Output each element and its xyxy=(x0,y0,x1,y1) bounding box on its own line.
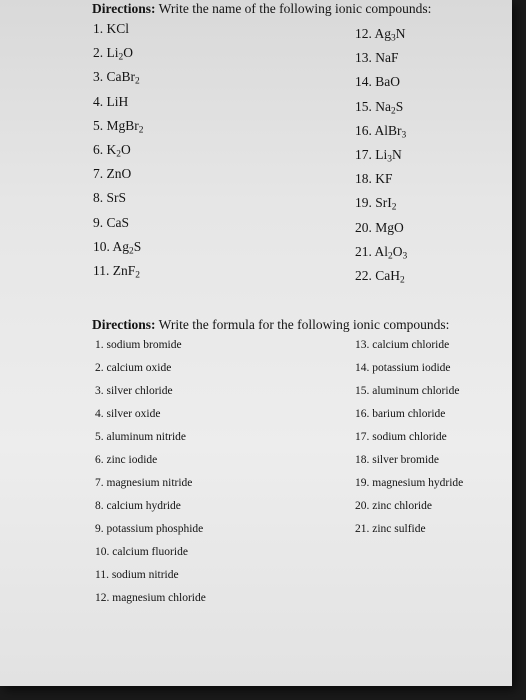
formula-item xyxy=(355,26,405,42)
compound-name: calcium oxide xyxy=(106,362,172,374)
compound-name-item xyxy=(95,385,173,397)
item-number: 11. xyxy=(95,569,112,581)
chemical-formula: MgO xyxy=(375,219,404,235)
item-number: 12. xyxy=(95,592,113,604)
formula-item xyxy=(93,263,140,279)
item-number: 9. xyxy=(93,214,107,230)
chemical-formula: SrI$_2$ xyxy=(375,195,397,213)
item-number: 17. xyxy=(355,431,373,443)
compound-name: potassium iodide xyxy=(372,362,451,374)
item-number: 3. xyxy=(95,385,107,397)
item-number: 19. xyxy=(355,477,373,489)
item-number: 2. xyxy=(93,45,107,61)
compound-name-item xyxy=(355,385,459,397)
item-number: 13. xyxy=(355,50,376,66)
compound-name-item xyxy=(355,454,439,466)
compound-name-item xyxy=(95,592,206,604)
chemical-formula: KCl xyxy=(106,21,130,36)
chemical-formula: ZnF$_2$ xyxy=(112,263,140,281)
compound-name: calcium fluoride xyxy=(112,546,188,558)
compound-name-item xyxy=(95,546,188,558)
compound-name: magnesium chloride xyxy=(112,592,206,604)
item-number: 20. xyxy=(355,500,373,512)
chemical-formula: CaH$_2$ xyxy=(375,268,405,286)
compound-name-item xyxy=(355,523,426,535)
item-number: 19. xyxy=(355,195,376,211)
formula-item xyxy=(355,99,403,115)
compound-name: zinc sulfide xyxy=(372,523,426,535)
formula-item xyxy=(93,239,141,255)
item-number: 13. xyxy=(355,339,373,351)
compound-name-item xyxy=(95,408,160,420)
item-number: 10. xyxy=(93,238,113,254)
compound-name-item xyxy=(95,339,182,351)
item-number: 16. xyxy=(355,408,373,420)
formula-item xyxy=(93,118,143,134)
item-number: 22. xyxy=(355,268,376,283)
chemical-formula: KF xyxy=(375,171,393,187)
chemical-formula: MgBr$_2$ xyxy=(106,117,144,136)
compound-name-item xyxy=(95,477,192,489)
item-number: 8. xyxy=(93,190,107,206)
item-number: 4. xyxy=(93,93,107,109)
compound-name: sodium nitride xyxy=(111,569,179,581)
formula-item xyxy=(93,166,131,182)
chemical-formula: ZnO xyxy=(106,166,132,182)
item-number: 7. xyxy=(93,166,107,182)
compound-name-item xyxy=(355,362,451,374)
item-number: 16. xyxy=(355,122,375,138)
compound-name-item xyxy=(95,454,157,466)
chemical-formula: NaF xyxy=(375,50,399,66)
item-number: 1. xyxy=(95,339,107,351)
directions-label: Directions: xyxy=(92,1,156,16)
compound-name: magnesium hydride xyxy=(372,477,464,489)
compound-name: calcium hydride xyxy=(106,500,181,512)
chemical-formula: CaS xyxy=(106,214,130,230)
compound-name-item xyxy=(355,431,447,443)
formula-item xyxy=(355,74,400,90)
compound-name-item xyxy=(95,362,171,374)
formula-item xyxy=(93,142,131,158)
item-number: 18. xyxy=(355,171,376,187)
formula-item xyxy=(93,215,129,231)
item-number: 15. xyxy=(355,385,373,397)
compound-name-item xyxy=(355,500,432,512)
formula-item xyxy=(93,45,133,61)
formula-item xyxy=(93,21,129,37)
item-number: 4. xyxy=(95,408,107,420)
compound-name-item xyxy=(95,569,179,581)
compound-name: magnesium nitride xyxy=(106,477,193,489)
compound-name-item xyxy=(95,431,186,443)
compound-name: sodium bromide xyxy=(106,339,182,351)
directions-text: Write the formula for the following ionic compounds: xyxy=(158,317,450,332)
item-number: 14. xyxy=(355,74,376,90)
item-number: 8. xyxy=(95,500,107,512)
compound-name: barium chloride xyxy=(372,408,446,420)
compound-name: silver oxide xyxy=(106,408,161,420)
directions-formulas xyxy=(92,317,449,333)
compound-name: potassium phosphide xyxy=(106,523,204,535)
directions-text: Write the name of the following ionic compounds: xyxy=(158,1,432,16)
formula-item xyxy=(355,195,396,211)
item-number: 17. xyxy=(355,147,376,162)
formula-item xyxy=(355,50,399,66)
item-number: 9. xyxy=(95,523,107,535)
directions-label: Directions: xyxy=(92,317,156,332)
formula-item xyxy=(355,147,402,163)
formula-item xyxy=(355,268,405,284)
formula-item xyxy=(355,123,406,139)
chemical-formula: $Ag_2S$ xyxy=(112,238,142,257)
chemical-formula: LiH xyxy=(106,93,129,109)
formula-item xyxy=(93,94,128,110)
item-number: 5. xyxy=(93,117,107,133)
item-number: 6. xyxy=(95,454,107,466)
formula-item xyxy=(355,171,393,187)
compound-name: silver bromide xyxy=(372,454,439,466)
item-number: 5. xyxy=(95,431,107,443)
formula-item xyxy=(355,220,404,236)
compound-name-item xyxy=(355,408,445,420)
chemical-formula: $Ag_3N$ xyxy=(374,26,406,44)
item-number: 21. xyxy=(355,243,375,259)
compound-name: silver chloride xyxy=(106,385,173,397)
chemical-formula: BaO xyxy=(375,74,400,90)
compound-name: aluminum nitride xyxy=(106,431,187,443)
compound-name: sodium chloride xyxy=(372,431,447,443)
compound-name-item xyxy=(95,500,181,512)
item-number: 10. xyxy=(95,546,113,558)
compound-name-item xyxy=(95,523,203,535)
directions-names xyxy=(92,1,431,17)
item-number: 1. xyxy=(93,21,107,36)
chemical-formula: AlBr$_3$ xyxy=(374,122,407,141)
item-number: 2. xyxy=(95,362,107,374)
formula-item xyxy=(93,190,126,206)
item-number: 7. xyxy=(95,477,107,489)
item-number: 15. xyxy=(355,98,376,114)
item-number: 6. xyxy=(93,142,107,157)
compound-name: zinc iodide xyxy=(106,454,158,466)
item-number: 14. xyxy=(355,362,373,374)
formula-item xyxy=(355,244,407,260)
chemical-formula: $Na_2S$ xyxy=(375,98,404,116)
compound-name: aluminum chloride xyxy=(372,385,460,397)
item-number: 21. xyxy=(355,523,373,535)
formula-item xyxy=(93,69,140,85)
chemical-formula: $Li_2O$ xyxy=(106,45,133,63)
chemical-formula: $Li_3N$ xyxy=(375,147,402,165)
item-number: 18. xyxy=(355,454,373,466)
item-number: 12. xyxy=(355,26,375,41)
compound-name-item xyxy=(355,339,449,351)
item-number: 11. xyxy=(93,263,113,278)
compound-name: calcium chloride xyxy=(372,339,450,351)
chemical-formula: CaBr$_2$ xyxy=(106,69,140,87)
item-number: 20. xyxy=(355,219,376,235)
compound-name: zinc chloride xyxy=(372,500,432,512)
chemical-formula: $K_2O$ xyxy=(106,142,131,160)
chemical-formula: SrS xyxy=(106,190,127,206)
chemical-formula: $Al_2O_3$ xyxy=(374,243,408,262)
compound-name-item xyxy=(355,477,463,489)
item-number: 3. xyxy=(93,69,107,85)
